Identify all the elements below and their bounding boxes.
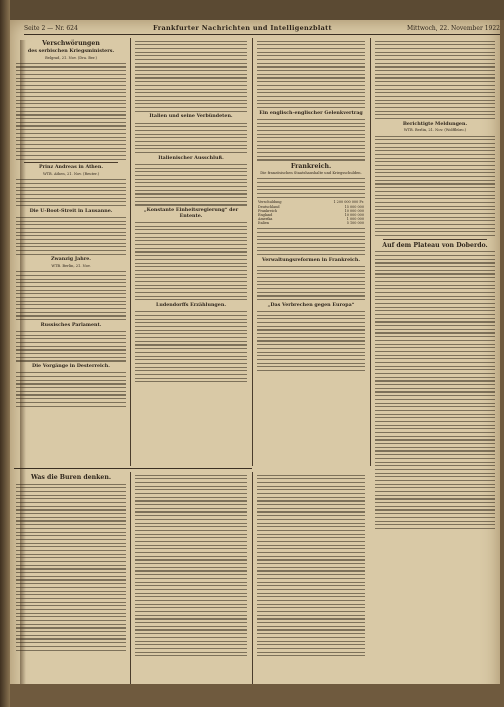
dateline: WTB. Athen, 21. Nov. (Reuter.) (42, 171, 100, 176)
article-headline: Italienischer Ausschluß. (158, 154, 224, 161)
article-text (375, 136, 495, 237)
divider (24, 162, 118, 163)
article-headline: Verwaltungsreformen in Frankreich. (261, 256, 361, 263)
article-text (16, 63, 126, 160)
article-headline: Die Vorgänge in Desterreich. (32, 363, 110, 370)
column-rule (130, 38, 131, 466)
article-text (257, 178, 365, 198)
article-headline: Ludendorffs Erzählungen. (155, 302, 226, 309)
article-headline: Russisches Parlament. (40, 321, 102, 328)
column-4 (375, 38, 495, 698)
article-text (257, 475, 365, 657)
article-text (257, 311, 365, 371)
article-text (375, 41, 495, 120)
lower-column-2 (135, 472, 247, 702)
table-label-cell: Italien (258, 221, 270, 226)
figures-table (257, 200, 365, 225)
table-value-cell: 15 000 000 (344, 204, 364, 209)
table-label-cell: Verschuldung (258, 200, 282, 205)
masthead: Frankfurter Nachrichten und Intelligenzblatt (152, 24, 332, 32)
article-text (16, 217, 126, 255)
article-headline: Frankreich. (290, 163, 332, 171)
column-rule (130, 472, 131, 702)
article-headline: Berichtigte Meldungen. (402, 120, 468, 127)
dateline: WTB. Berlin, 21. Nov. (Wolffbüro.) (403, 128, 467, 133)
article-text (16, 271, 126, 320)
article-text (257, 119, 365, 161)
dateline: Belgrad, 21. Nov. (Dra. Ber.) (45, 55, 97, 60)
table-value-cell: 1 200 000 000 Fr. (333, 200, 364, 205)
article-headline: Prinz Andreas in Athen. (39, 164, 103, 171)
table-value-cell: 10 000 000 (344, 208, 364, 213)
issue-date: Mittwoch, 22. November 1922 (406, 24, 500, 32)
table-label-cell: Deutschland (258, 204, 280, 209)
table-value-cell: 5 100 000 (346, 221, 364, 226)
article-headline: Verschwörungen (42, 40, 100, 47)
article-text (257, 228, 365, 255)
article-headline: Ein englisch-englischer Gelenkvertrag (259, 109, 363, 116)
article-headline: Auf dem Plateau von Doberdo. (382, 241, 488, 249)
dateline: WTB. Berlin, 21. Nov. (51, 263, 91, 268)
article-text (257, 266, 365, 300)
table-value-cell: 10 000 000 (344, 213, 364, 218)
column-rule (252, 472, 253, 702)
article-text (16, 484, 126, 651)
newspaper-page (10, 20, 500, 704)
lower-column-1 (16, 472, 126, 702)
table-row (257, 221, 365, 225)
column-rule (370, 38, 371, 466)
article-headline: Zwanzig Jahre. (51, 256, 91, 263)
article-text (135, 41, 247, 112)
article-subheadline: Die französischen Staatshaushalte und Kriegsschulden. (260, 171, 362, 176)
article-headline: „Konstante Einheitsregierung“ der Entente. (143, 207, 239, 219)
page-label: Seite 2 — Nr. 624 (24, 24, 78, 32)
table-label-cell: England (258, 213, 273, 218)
column-2 (135, 38, 247, 466)
scan-top-edge (0, 0, 504, 20)
column-rule (252, 38, 253, 466)
article-text (135, 222, 247, 301)
article-text (16, 179, 126, 206)
column-1 (16, 38, 126, 466)
section-rule (14, 468, 252, 469)
column-3 (257, 38, 365, 466)
article-text (16, 331, 126, 362)
page-fold-shadow (20, 40, 26, 704)
divider (383, 239, 487, 240)
article-subheadline: des serbischen Kriegsministers. (27, 48, 115, 54)
table-value-cell: 1 000 000 (346, 217, 364, 222)
article-text (135, 311, 247, 382)
article-text (16, 372, 126, 406)
page-binding (0, 0, 10, 707)
article-headline: „Das Verbrechen gegen Europa“ (267, 301, 355, 308)
article-headline: Die U-Boot-Streit in Lausanne. (29, 207, 113, 214)
article-text (375, 251, 495, 529)
table-label-cell: Frankreich (258, 208, 278, 213)
article-text (257, 41, 365, 108)
table-label-cell: Amerika (258, 217, 273, 222)
article-text (135, 164, 247, 206)
article-text (135, 475, 247, 657)
page-header (24, 22, 500, 35)
article-text (135, 123, 247, 154)
scan-bottom-edge (10, 684, 504, 707)
article-headline: Was die Buren denken. (30, 474, 112, 481)
lower-column-3 (257, 472, 365, 702)
article-headline: Italien und seine Verbündeten. (149, 113, 233, 120)
